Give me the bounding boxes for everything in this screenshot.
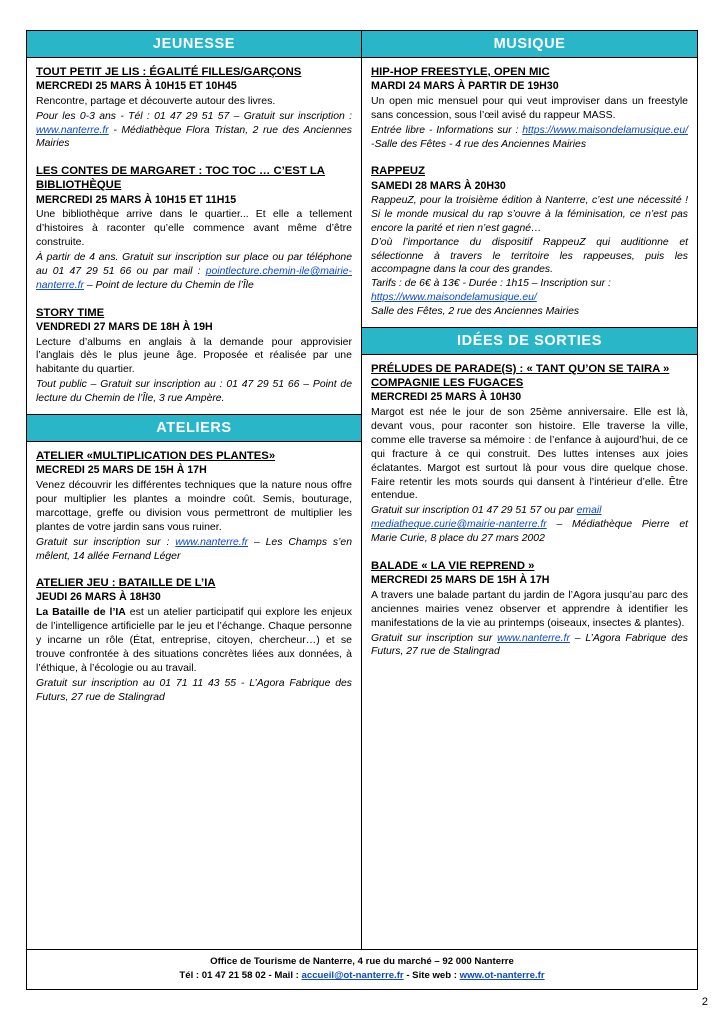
event-info-post: - Médiathèque Flora Tristan, 2 rue des Anciennes Mairies [36,124,352,150]
page-footer [27,949,697,989]
event-title: ATELIER JEU : BATAILLE DE L’IA [36,577,216,590]
event-info-post: -Salle des Fêtes - 4 rue des Anciennes Mairies [371,138,587,150]
event-item [371,362,688,546]
event-info-post: – L’Agora Fabrique des Futurs, 27 rue de Stalingrad [371,632,688,658]
event-info [371,124,688,152]
event-title: PRÉLUDES DE PARADE(S) : « TANT QU’ON SE TAIRA » COMPAGNIE LES FUGACES [371,362,670,389]
idees-events [362,355,697,668]
event-item [371,65,688,151]
event-date: MERCREDI 25 MARS À 10H15 ET 10H45 [36,80,237,93]
event-info-pre: Gratuit sur inscription sur : [36,536,176,548]
event-description [36,606,352,676]
event-title: RAPPEUZ [371,165,425,178]
section-header-musique: MUSIQUE [362,31,697,58]
page-container [26,30,698,990]
event-info [371,277,688,318]
left-column [27,31,362,949]
event-info-pre: Pour les 0-3 ans - Tél : 01 47 29 51 57 – Gratuit sur inscription : [36,110,352,122]
event-description-lead: La Bataille de l’IA [36,606,126,619]
event-link[interactable]: www.nanterre.fr [497,632,570,644]
event-info-pre: Tarifs : de 6€ à 13€ - Durée : 1h15 – Inscription sur : [371,278,611,290]
event-info-pre: Gratuit sur inscription 01 47 29 51 57 ou par [371,505,577,517]
footer-address: Office de Tourisme de Nanterre, 4 rue du marché – 92 000 Nanterre [210,956,514,968]
footer-website-link[interactable]: www.ot-nanterre.fr [459,970,545,982]
event-date: VENDREDI 27 MARS DE 18H À 19H [36,320,213,333]
event-description: Rencontre, partage et découverte autour des livres. [36,94,276,107]
footer-phone-label: Tél : 01 47 21 58 02 - Mail : [179,970,302,982]
event-title: STORY TIME [36,306,105,319]
event-link[interactable]: www.nanterre.fr [175,536,249,548]
event-title: LES CONTES DE MARGARET : TOC TOC … C’EST LA BIBLIOTHÈQUE [36,165,325,192]
event-item [36,449,352,563]
event-description: Une bibliothèque arrive dans le quartier... Et elle a tellement d’histoires à raconter qu’elle commence avant même d’être construite. [36,208,352,249]
event-description: A travers une balade partant du jardin de l’Agora jusqu’au parc des anciennes mairies venez observer et apprendre à identifier les manifestations de la vie au printemps (oiseaux, insectes & plantes). [371,588,688,629]
event-description: Margot est née le jour de son 25ème anniversaire. Elle est là, devant vous, pour raconter son histoire. Elle traverse la ville, comme elle traverse sa mémoire : de l’enfance à aujourd’hui, de ce qui fracture à ce qui construit. Des luttes intenses aux joies éclatantes. Margot est surtout là pour vous dire quelque chose. Faire retentir les mots sourds qui dansent à l’intérieur d’elle. Être entendue. [371,405,688,502]
event-info-pre: À partir de 4 ans. Gratuit sur inscription sur place ou par téléphone au 01 47 29 51 66 ou par mail : [36,252,352,277]
event-item [36,65,352,151]
ateliers-events [27,442,361,713]
event-description-rest: est un atelier participatif qui explore les enjeux de l’intelligence artificielle par le jeu et l’échange. Chaque personne y incarne un rôle (État, entreprise, citoyen, chercheur…) et se trouve confrontée à des situations concrètes liées aux données, à l’éthique, à l’écologie ou au travail. [36,606,352,675]
event-info [371,504,688,545]
right-column [362,31,697,949]
event-title: HIP-HOP FREESTYLE, OPEN MIC [371,66,550,78]
section-header-idees-de-sorties: IDÉES DE SORTIES [362,327,697,355]
event-date: MERCREDI 25 MARS DE 15H À 17H [371,574,550,587]
event-date: MERCREDI 25 MARS À 10H30 [371,390,522,403]
event-info [36,251,352,292]
event-date: MERCREDI 25 MARS À 10H15 ET 11H15 [36,193,237,206]
event-info-post: – Point de lecture du Chemin de l’Île [83,279,254,291]
two-column-layout [27,31,697,949]
event-description: RappeuZ, pour la troisième édition à Nanterre, c’est une nécessité ! Si le monde musical du rap s’ouvre à la féminisation, ce n’est pas encore la parité et rien n’est gagné… [371,195,688,234]
jeunesse-events [27,58,361,414]
event-date: SAMEDI 28 MARS À 20H30 [371,179,506,192]
event-link[interactable]: https://www.maisondelamusique.eu/ [371,292,537,304]
event-info-post: Salle des Fêtes, 2 rue des Anciennes Mairies [371,305,580,317]
footer-email-link[interactable]: accueil@ot-nanterre.fr [301,970,404,982]
event-date: MARDI 24 MARS À PARTIR DE 19H30 [371,80,559,93]
event-info-post: – Médiathèque Pierre et Marie Curie, 8 place du 27 mars 2002 [371,519,688,545]
event-info-pre: Entrée libre - Informations sur : [371,124,523,136]
event-description: Venez découvrir les différentes techniques que la nature nous offre pour multiplier les plantes a moindre coût. Semis, bouturage, marcottage, greffe ou division vous permettront de multiplier les plantes de votre jardin sans vous ruiner. [36,478,352,533]
footer-contact [31,969,693,983]
event-info [371,632,688,660]
event-email-link[interactable]: email [576,505,602,517]
event-description: Lecture d’albums en anglais à la demande pour approvisier l’anglais dès le plus jeune âge. Proposée et réalisée par une habitante du quartier. [36,335,352,376]
event-item [371,559,688,659]
event-date: JEUDI 26 MARS À 18H30 [36,591,161,604]
event-description-2: D’où l’importance du dispositif RappeuZ qui auditionne et sélectionne à travers le territoire les rappeuses, puis les accompagne dans la cour des grandes. [371,236,688,276]
event-item [36,576,352,704]
event-info [36,110,352,151]
event-email-address[interactable]: mediatheque.curie@mairie-nanterre.fr [371,519,547,531]
event-title: BALADE « LA VIE REPREND » [371,559,535,572]
event-info: Tout public – Gratuit sur inscription au : 01 47 29 51 66 – Point de lecture du Chemin de l’Île, 3 rue Ampère. [36,379,352,405]
event-link[interactable]: pointlecture.chemin-ile@mairie-nanterre.fr [36,265,352,291]
event-description: Un open mic mensuel pour qui veut improviser dans un freestyle sans concession, sous l’œil avisé du rappeur MASS. [371,94,688,121]
event-link[interactable]: https://www.maisondelamusique.eu/ [522,124,688,136]
event-item [36,164,352,292]
event-title: TOUT PETIT JE LIS : ÉGALITÉ FILLES/GARÇONS [36,66,302,78]
event-item [36,306,352,406]
event-info: Gratuit sur inscription au 01 71 11 43 55 - L’Agora Fabrique des Futurs, 27 rue de Stalingrad [36,678,352,703]
event-link[interactable]: www.nanterre.fr [36,124,109,136]
event-info-pre: Gratuit sur inscription sur [371,632,498,644]
section-header-ateliers: ATELIERS [27,414,361,442]
musique-events [362,58,697,327]
event-title: ATELIER «MULTIPLICATION DES PLANTES» [36,450,276,463]
event-date: MECREDI 25 MARS DE 15H À 17H [36,464,207,477]
event-info-post: – Les Champs s’en mêlent, 14 allée Fernand Léger [36,536,352,562]
page-number: 2 [701,996,708,1008]
event-item [371,164,688,318]
footer-website-label: - Site web : [403,970,460,982]
event-info [36,536,352,564]
section-header-jeunesse: JEUNESSE [27,31,361,58]
